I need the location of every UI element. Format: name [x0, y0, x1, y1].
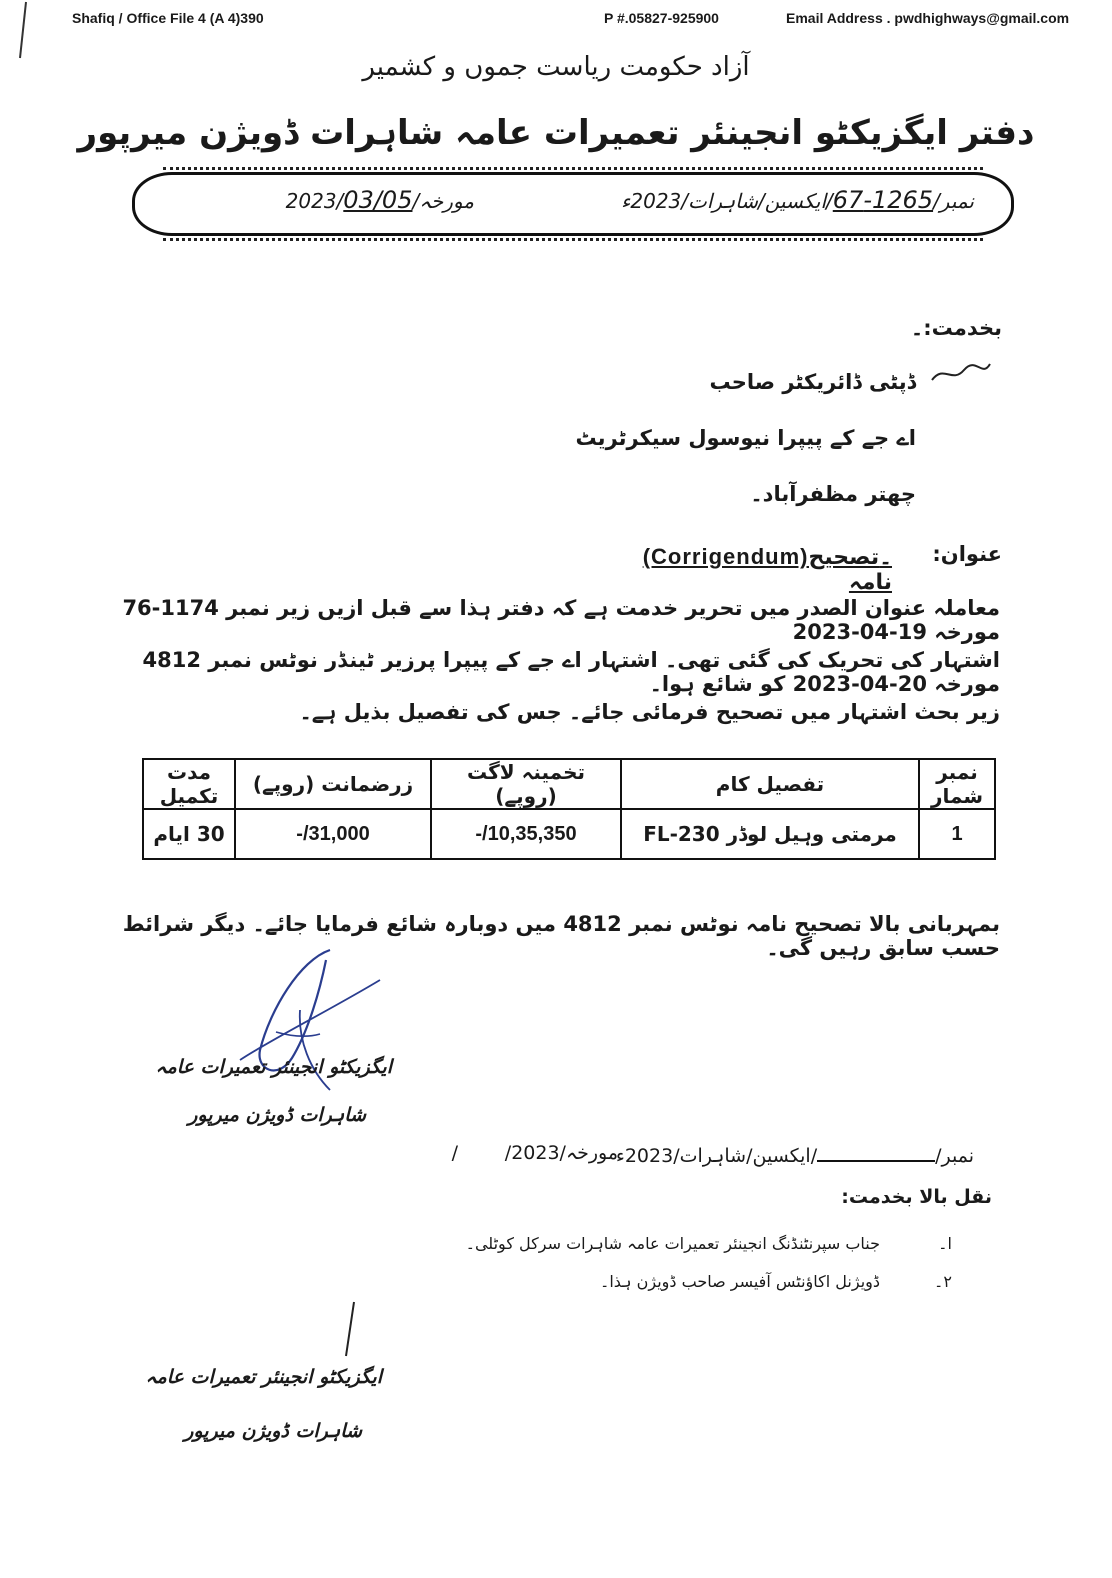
addressee-label: بخدمت:۔	[910, 316, 1002, 340]
header-earnest: زرضمانت (روپے)	[235, 759, 431, 809]
cell-work: مرمتی وہیل لوڈر FL-230	[621, 809, 919, 859]
reference-date	[174, 186, 474, 214]
copy-number-blank	[817, 1142, 935, 1162]
signature2-title: ایگزیکٹو انجینئر تعمیرات عامہ	[145, 1366, 382, 1388]
subject-label: عنوان:	[932, 542, 1002, 566]
body-line-3: زیر بحث اشتہار میں تصحیح فرمائی جائے۔ جس کی تفصیل بذیل ہے۔	[299, 700, 1000, 724]
copy-label: نقل بالا بخدمت:	[841, 1186, 992, 1208]
reference-date-value: 03/05	[343, 186, 413, 214]
body-line-2: اشتہار کی تحریک کی گئی تھی۔ اشتہار اے جے کے پیپرا پرزیر ٹینڈر نوٹس نمبر 4812 مورخہ 20-04-2023 کو شائع ہوا۔	[142, 648, 1000, 696]
copy-number-suffix: /ایکسین/شاہرات/2023ء	[615, 1145, 818, 1167]
reference-number-suffix: /ایکسین/شاہرات/2023ء	[620, 189, 833, 213]
copy-number-prefix: نمبر/	[935, 1145, 974, 1167]
handwritten-tick	[930, 360, 992, 388]
reference-dated-label: مورخہ/2023/	[285, 189, 474, 213]
email-address: Email Address . pwdhighways@gmail.com	[786, 10, 1070, 26]
copy-date: مورخہ/2023/	[504, 1142, 618, 1164]
copy-item-2-number: ۲۔	[934, 1272, 952, 1291]
copy-date-slash: /	[451, 1142, 458, 1164]
signature-scribble	[180, 940, 400, 1110]
reference-number-prefix: نمبر/	[933, 189, 974, 213]
reference-number-value: 1265-67	[832, 186, 934, 214]
cell-cost: 10,35,350/-	[431, 809, 621, 859]
government-title: آزاد حکومت ریاست جموں و کشمیر	[362, 52, 750, 82]
addressee-line-1: ڈپٹی ڈائریکٹر صاحب	[709, 370, 916, 394]
cell-completion: 30 ایام	[143, 809, 235, 859]
closing-line: بمہربانی بالا تصحیح نامہ نوٹس نمبر 4812 میں دوبارہ شائع فرمایا جائے۔ دیگر شرائط حسب سابق رہیں گی۔	[122, 912, 1000, 960]
copy-number	[616, 1142, 974, 1167]
subject-title	[600, 544, 892, 595]
copy-item-1-number: ا۔	[938, 1234, 952, 1253]
signature1-title: ایگزیکٹو انجینئر تعمیرات عامہ	[155, 1056, 392, 1078]
header-work: تفصیل کام	[621, 759, 919, 809]
addressee-line-2: اے جے کے پیپرا نیوسول سیکرٹریٹ	[575, 426, 916, 450]
phone-number: P #.05827-925900	[604, 10, 719, 26]
addressee-line-3: چھتر مظفرآباد۔	[750, 482, 916, 506]
cell-earnest: 31,000/-	[235, 809, 431, 859]
copy-item-2-text: ڈویژنل اکاؤنٹس آفیسر صاحب ڈویژن ہذا۔	[599, 1272, 880, 1291]
header-completion: مدت تکمیل	[143, 759, 235, 809]
reference-number	[554, 186, 974, 214]
table-header-row	[143, 759, 995, 809]
table-row	[143, 809, 995, 859]
file-reference: Shafiq / Office File 4 (A 4)390	[72, 10, 264, 26]
corrigendum-table	[142, 758, 996, 860]
header-cost: تخمینہ لاگت (روپے)	[431, 759, 621, 809]
header-serial: نمبر شمار	[919, 759, 995, 809]
margin-pen-mark	[12, 0, 30, 60]
signature1-division: شاہرات ڈویژن میرپور	[188, 1104, 366, 1126]
subject-urdu: تصحیح نامہ	[808, 545, 892, 595]
body-line-1: معاملہ عنوان الصدر میں تحریر خدمت ہے کہ دفتر ہذا سے قبل ازیں زیر نمبر 1174-76 مورخہ 19-04-2023	[122, 596, 1000, 644]
signature2-stroke	[340, 1300, 360, 1360]
signature2-division: شاہرات ڈویژن میرپور	[184, 1420, 362, 1442]
cell-serial: 1	[919, 809, 995, 859]
subject-english: (Corrigendum)۔	[642, 544, 892, 569]
copy-item-1-text: جناب سپرنٹنڈنگ انجینئر تعمیرات عامہ شاہرات سرکل کوٹلی۔	[465, 1234, 880, 1253]
office-title: دفتر ایگزیکٹو انجینئر تعمیرات عامہ شاہرات ڈویژن میرپور	[77, 113, 1035, 153]
